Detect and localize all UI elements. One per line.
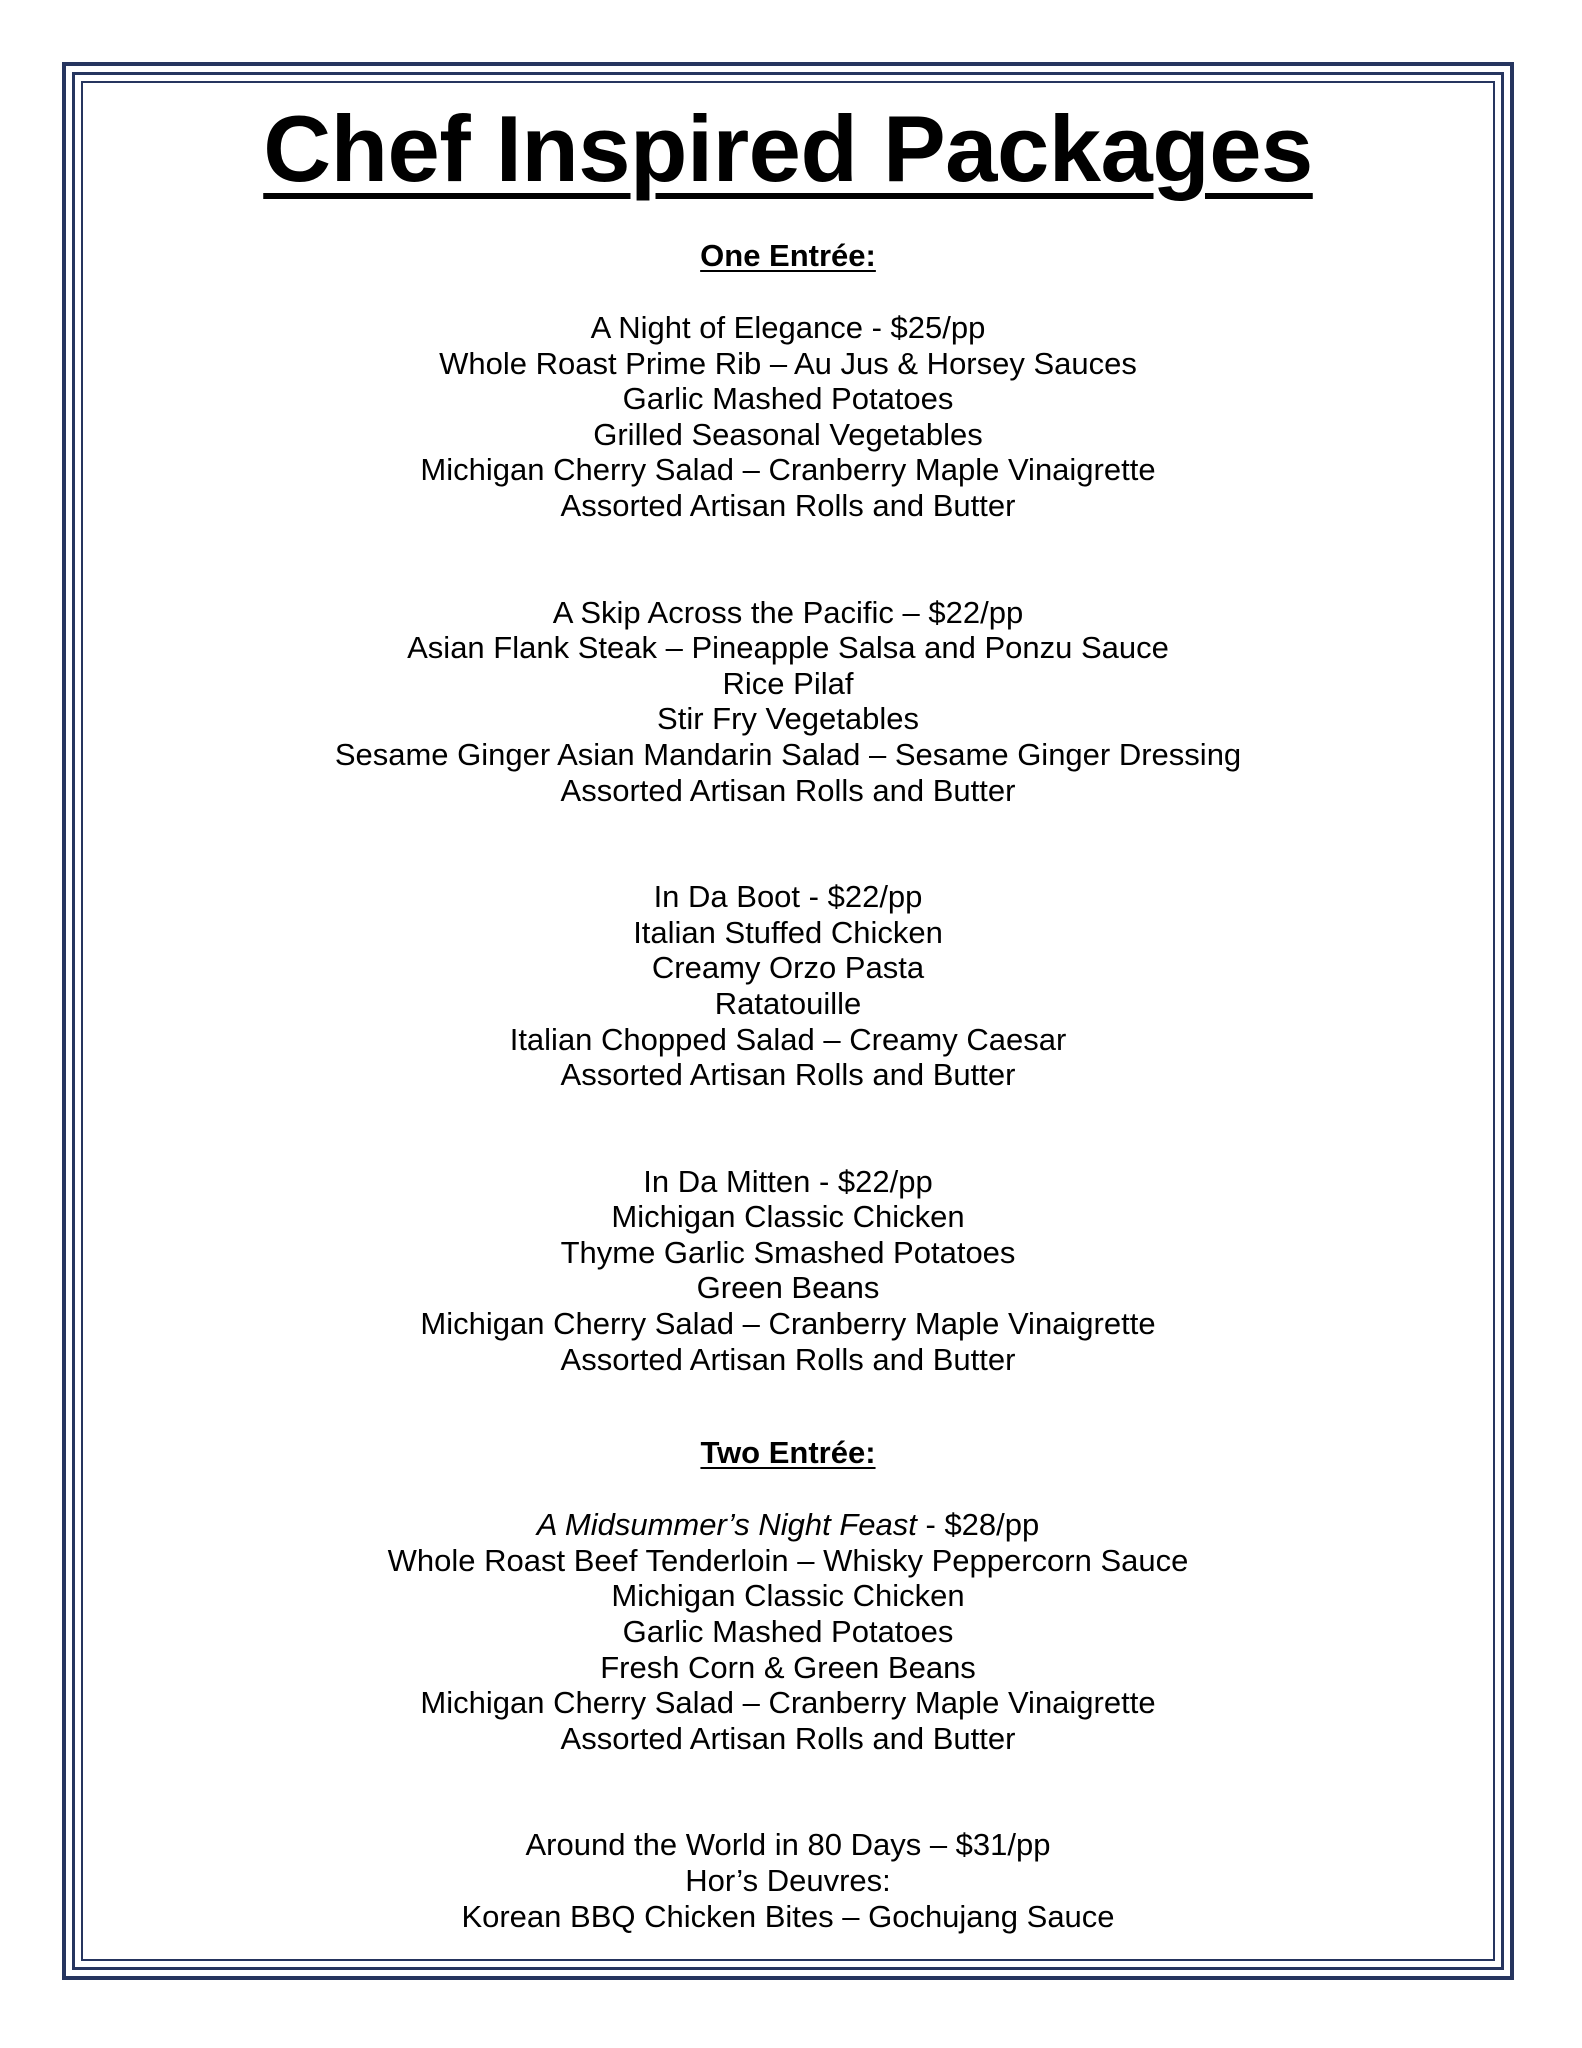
section-heading: One Entrée:	[700, 238, 876, 273]
package-a-skip-across-the-pacific	[90, 595, 1486, 809]
package-a-night-of-elegance	[90, 310, 1486, 524]
package-name: A Skip Across the Pacific	[552, 594, 894, 630]
package-title	[90, 310, 1486, 346]
menu-item: Michigan Cherry Salad – Cranberry Maple Vinaigrette	[420, 1685, 1156, 1721]
menu-content	[90, 90, 1486, 1934]
menu-item: Garlic Mashed Potatoes	[622, 1614, 954, 1650]
menu-item: Assorted Artisan Rolls and Butter	[560, 487, 1016, 523]
package-name: In Da Boot	[653, 879, 801, 915]
menu-item: Creamy Orzo Pasta	[651, 950, 925, 986]
menu-item: Italian Chopped Salad – Creamy Caesar	[509, 1021, 1067, 1057]
section-two-entree	[90, 1435, 1486, 1934]
package-price: - $25/pp	[862, 310, 986, 345]
package-title	[90, 1164, 1486, 1200]
package-name: In Da Mitten	[643, 1163, 811, 1199]
package-name: Around the World in 80 Days	[525, 1827, 922, 1863]
package-in-da-boot	[90, 879, 1486, 1093]
menu-item: Grilled Seasonal Vegetables	[593, 416, 983, 452]
page-title: Chef Inspired Packages	[263, 96, 1313, 201]
package-title	[90, 879, 1486, 915]
section-one-entree	[90, 238, 1486, 1377]
menu-item: Hor’s Deuvres:	[685, 1863, 891, 1898]
package-price: – $22/pp	[893, 594, 1024, 630]
menu-item: Michigan Classic Chicken	[611, 1199, 965, 1235]
menu-item: Thyme Garlic Smashed Potatoes	[560, 1234, 1016, 1270]
menu-item: Garlic Mashed Potatoes	[622, 381, 954, 417]
menu-item: Michigan Cherry Salad – Cranberry Maple Vinaigrette	[420, 452, 1156, 488]
package-around-the-world-in-80-days	[90, 1827, 1486, 1934]
menu-item: Michigan Classic Chicken	[611, 1578, 965, 1614]
menu-item: Korean BBQ Chicken Bites – Gochujang Sauce	[461, 1898, 1115, 1934]
menu-item: Italian Stuffed Chicken	[633, 914, 943, 950]
menu-item: Sesame Ginger Asian Mandarin Salad – Sesame Ginger Dressing	[334, 736, 1242, 772]
package-price: - $22/pp	[800, 879, 923, 915]
menu-item: Ratatouille	[714, 985, 862, 1021]
menu-item: Asian Flank Steak – Pineapple Salsa and Ponzu Sauce	[407, 630, 1169, 666]
package-price: – $31/pp	[921, 1827, 1051, 1863]
menu-item: Whole Roast Prime Rib – Au Jus & Horsey Sauces	[439, 345, 1137, 381]
menu-item: Fresh Corn & Green Beans	[600, 1649, 976, 1685]
menu-item: Assorted Artisan Rolls and Butter	[560, 1341, 1016, 1377]
menu-item: Whole Roast Beef Tenderloin – Whisky Peppercorn Sauce	[387, 1542, 1189, 1578]
menu-item: Rice Pilaf	[722, 665, 854, 701]
package-name: A Night of Elegance	[590, 310, 863, 345]
package-name: A Midsummer’s Night Feast	[536, 1507, 917, 1543]
menu-item: Green Beans	[696, 1270, 880, 1306]
menu-item: Michigan Cherry Salad – Cranberry Maple Vinaigrette	[420, 1306, 1156, 1342]
package-title	[90, 595, 1486, 631]
package-price: - $28/pp	[916, 1507, 1040, 1543]
menu-item: Assorted Artisan Rolls and Butter	[560, 772, 1016, 808]
menu-item: Stir Fry Vegetables	[657, 701, 919, 737]
package-price: - $22/pp	[810, 1163, 933, 1199]
section-heading: Two Entrée:	[700, 1435, 876, 1471]
package-title	[90, 1507, 1486, 1543]
menu-item: Assorted Artisan Rolls and Butter	[560, 1720, 1016, 1756]
package-a-midsummers-night-feast	[90, 1507, 1486, 1756]
package-in-da-mitten	[90, 1164, 1486, 1378]
package-title	[90, 1827, 1486, 1863]
menu-item: Assorted Artisan Rolls and Butter	[560, 1057, 1016, 1093]
